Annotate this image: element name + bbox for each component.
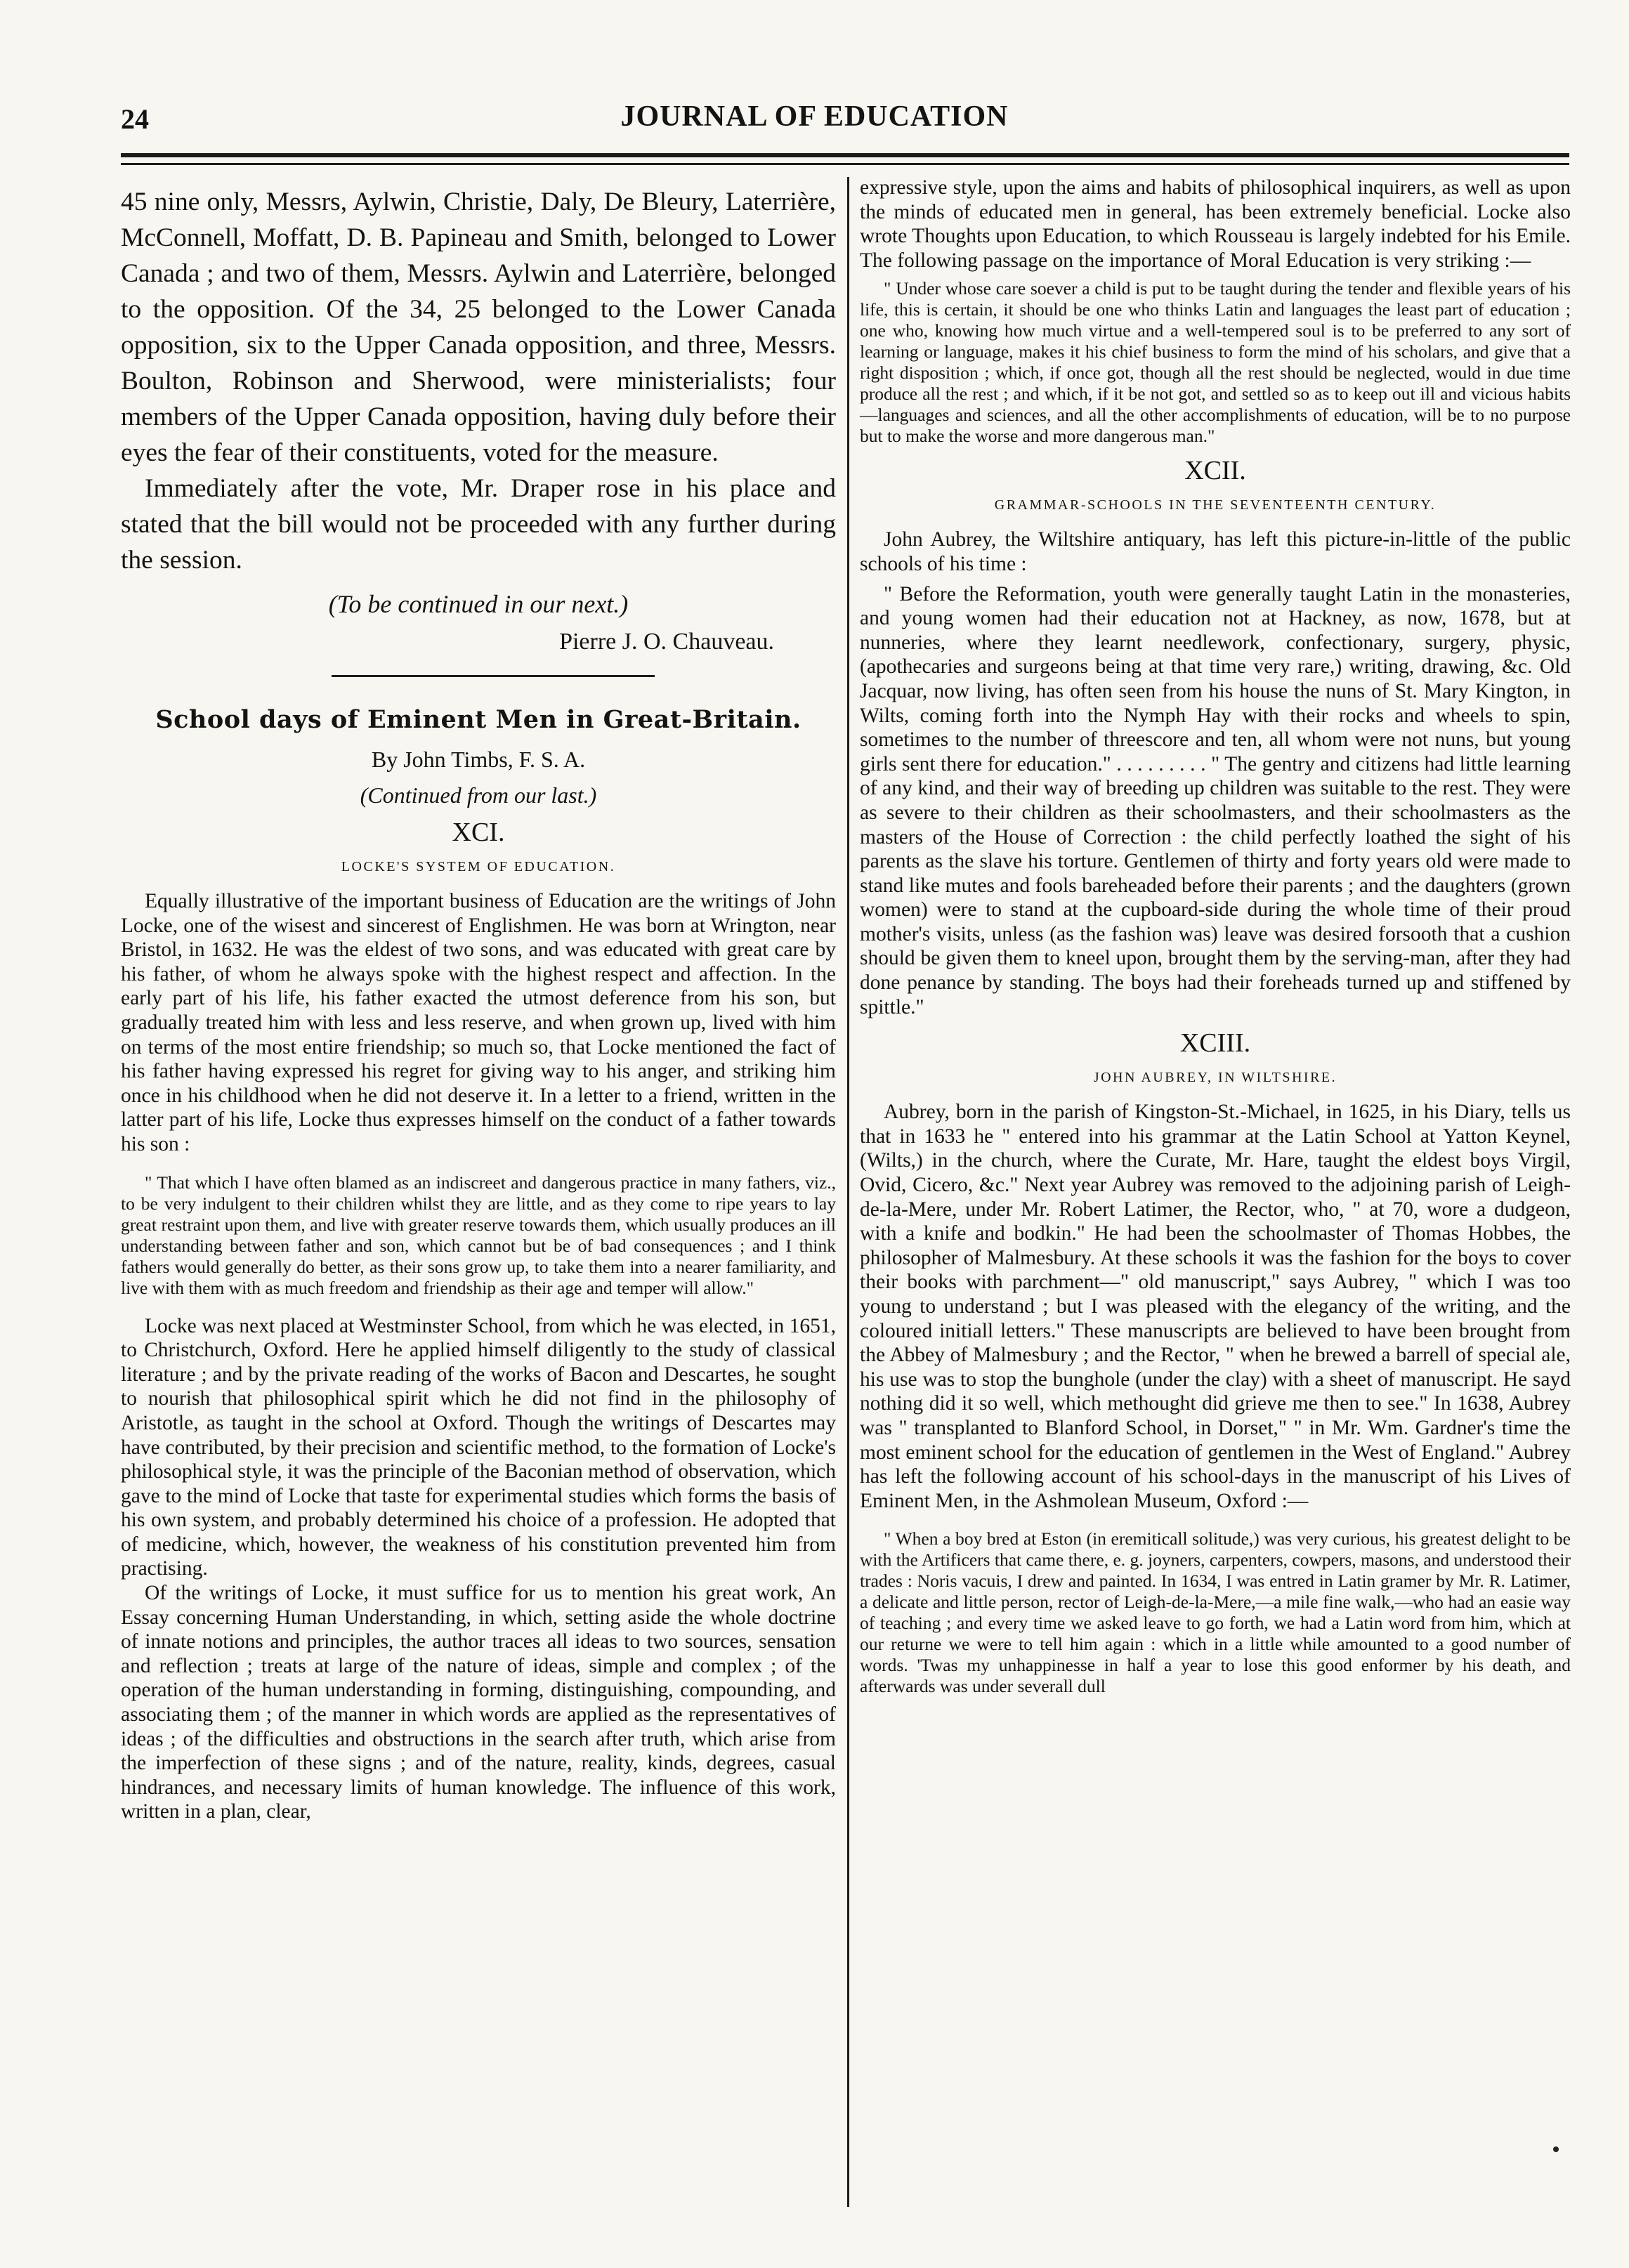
column-divider xyxy=(847,177,849,2207)
section-numeral: XCI. xyxy=(452,818,505,847)
journal-title: JOURNAL OF EDUCATION xyxy=(620,100,1009,133)
eston-quote: " When a boy bred at Eston (in eremiticall solitude,) was very curious, his greatest delight to be with the Artificers that came there, e. g. joyners, carpenters, cowpers, masons, and understood their trades : Noris vacuis, I drew and painted. In 1634, I was entred in Latin gramer by Mr. R. Latimer, a delicate and little person, rector of Leigh-de-la-Mere,—a mile fine walk,—who had an easie way of teaching ; and every time we asked leave to go forth, we had a Latin word from him, which at our returne we were to tell him again : which in a little while amounted to a good number of words. 'Twas my unhappinesse in half a year to lose this good enformer by his death, and afterwards was under severall dull xyxy=(860,1528,1571,1697)
left-column xyxy=(121,184,836,1824)
section-numeral: XCII. xyxy=(1184,456,1246,486)
locke-paragraph: Of the writings of Locke, it must suffice for us to mention his great work, An Essay concerning Human Understanding, in which, setting aside the whole doctrine of innate notions and principles, the author traces all ideas to two sources, sensation and reflection ; treats at large of the nature of ideas, simple and complex ; of the operation of the human understanding in forming, distinguishing, compounding, and associating them ; of the manner in which words are applied as the representatives of ideas ; of the difficulties and obstructions in the search after truth, which arise from the imperfection of these signs ; and of the nature, reality, kinds, degrees, casual hindrances, and necessary limits of human knowledge. The influence of this work, written in a plan, clear, xyxy=(121,1582,836,1823)
locke-paragraph: Equally illustrative of the important business of Education are the writings of John Locke, one of the wisest and sincerest of Englishmen. He was born at Wrington, near Bristol, in 1632. He was the eldest of two sons, and was educated with great care by his father, of whom he always spoke with the highest respect and affection. In the early part of his life, his father exacted the utmost deference from his son, but gradually treated him with less and less reserve, and when grown up, lived with him on terms of the most entire friendship; so much so, that Locke mentioned the fact of his father having expressed his regret for giving way to his anger, and striking him once in his childhood when he did not deserve it. In a letter to a friend, written in the latter part of his life, Locke thus expresses himself on the conduct of a father towards his son : xyxy=(121,890,836,1155)
continued-note: (To be continued in our next.) xyxy=(328,590,629,618)
vote-paragraph: Immediately after the vote, Mr. Draper rose in his place and stated that the bill would not be proceeded with any further during the session. xyxy=(121,474,836,575)
author-signature: Pierre J. O. Chauveau. xyxy=(559,629,774,655)
page-number: 24 xyxy=(121,103,149,135)
reformation-quote: " Before the Reformation, youth were generally taught Latin in the monasteries, and young women had their education not at Hackney, as now, 1678, but at nunneries, where they learnt needlework, confectionary, surgery, physic, (apothecaries and surgeons being at that time very rare,) writing, drawing, &c. Old Jacquar, now living, has often seen from his house the nuns of St. Mary Kington, in Wilts, coming forth into the Nymph Hay with their rocks and wheels to spin, sometimes to the number of threescore and ten, all whom were not nuns, but young girls sent there for education." . . . . . . . . . " The gentry and citizens had little learning of any kind, and their way of breeding up children was suitable to the rest. They were as severe to their children as their schoolmasters, and their schoolmasters as the masters of the House of Correction : the child perfectly loathed the sight of his parents as the slave his torture. Gentlemen of thirty and forty years old were made to stand like mutes and fools bareheaded before their parents ; and the daughters (grown women) were to stand at the cupboard-side during the whole time of their proud mother's visits, unless (as the fashion was) leave was desired forsooth that a cushion should be given them to kneel upon, brought them by the serving-man, after they had done penance by standing. The boys had their foreheads turned up and stiffened by spittle." xyxy=(860,582,1571,1018)
section-heading: JOHN AUBREY, IN WILTSHIRE. xyxy=(1093,1070,1337,1086)
locke-paragraph: Locke was next placed at Westminster School, from which he was elected, in 1651, to Christchurch, Oxford. Here he applied himself diligently to the study of classical literature ; and by the private reading of the works of Bacon and Descartes, he sought to nourish that philosophical spirit which he did not find in the philosophy of Aristotle, as taught in the school at Oxford. Though the writings of Descartes may have contributed, by their precision and scientific method, to the formation of Locke's philosophical style, it was the principle of the Baconian method of observation, which gave to the mind of Locke that taste for experimental studies which forms the basis of his own system, and probably determined his choice of a profession. He adopted that of medicine, which, however, the weakness of his constitution prevented him from practising. xyxy=(121,1314,836,1580)
article-byline: By John Timbs, F. S. A. xyxy=(371,747,586,772)
section-heading: LOCKE'S SYSTEM OF EDUCATION. xyxy=(341,859,616,874)
page-mark xyxy=(1553,2146,1559,2152)
moral-education-quote: " Under whose care soever a child is put to be taught during the tender and flexible years of his life, this is certain, it should be one who thinks Latin and languages the least part of education ; one who, knowing how much virtue and a well-tempered soul is to be preferred to any sort of learning or language, makes it his chief business to form the mind of his scholars, and give that a right disposition ; which, if once got, though all the rest should be neglected, would in due time produce all the rest ; and which, if it be not got, and settled so as to keep out ill and vicious habits—languages and sciences, and all the other accomplishments of education, will be to no purpose but to make the worse and more dangerous man." xyxy=(860,278,1571,447)
header-rule-thick xyxy=(121,153,1569,157)
section-heading: GRAMMAR-SCHOOLS IN THE SEVENTEENTH CENTURY. xyxy=(994,497,1437,513)
right-column xyxy=(860,176,1571,1697)
aubrey-paragraph: Aubrey, born in the parish of Kingston-St.-Michael, in 1625, in his Diary, tells us that in 1633 he " entered into his grammar at the Latin School at Yatton Keynel, (Wilts,) in the church, where the Curate, Mr. Hare, taught the eldest boys Virgil, Ovid, Cicero, &c." Next year Aubrey was removed to the adjoining parish of Leigh-de-la-Mere, under Mr. Robert Latimer, the Rector, who, " at 70, wore a dudgeon, with a knife and bodkin." He had been the schoolmaster of Thomas Hobbes, the philosopher of Malmesbury. At these schools it was the fashion for the boys to cover their books with parchment—" old manuscript," says Aubrey, " which I was too young to understand ; but I was pleased with the elegancy of the writing, and the coloured initiall letters." These manuscripts are believed to have been brought from the Abbey of Malmesbury ; and the Rector, " when he brewed a barrell of special ale, his use was to stop the bunghole (under the clay) with a sheet of manuscript. He sayd nothing did it so well, which methought did grieve me then to see." In 1638, Aubrey was " transplanted to Blanford School, in Dorset," " in Mr. Wm. Gardner's time the most eminent school for the education of gentlemen in the West of England." Aubrey has left the following account of his school-days in the manuscript of his Lives of Eminent Men, in the Ashmolean Museum, Oxford :— xyxy=(860,1101,1571,1512)
aubrey-intro: John Aubrey, the Wiltshire antiquary, has left this picture-in-little of the public schools of his time : xyxy=(860,528,1571,575)
locke-quote: " That which I have often blamed as an indiscreet and dangerous practice in many fathers, viz., to be very indulgent to their children whilst they are little, and as they come to ripe years to lay great restraint upon them, and live with greater reserve towards them, which usually produces an ill understanding between father and son, which cannot but be of bad consequences ; and I think fathers would generally do better, as their sons grow up, to take them into a nearer familiarity, and live with them with as much freedom and friendship as their age and temper will allow." xyxy=(121,1172,836,1298)
section-numeral: XCIII. xyxy=(1179,1028,1251,1058)
continued-from-note: (Continued from our last.) xyxy=(360,782,597,808)
article-separator xyxy=(332,675,655,677)
locke-continuation: expressive style, upon the aims and habits of philosophical inquirers, as well as upon the minds of educated men in general, has been extremely beneficial. Locke also wrote Thoughts upon Education, to which Rousseau is largely indebted for his Emile. The following passage on the importance of Moral Education is very striking :— xyxy=(860,176,1571,272)
header-rule-thin xyxy=(121,163,1569,165)
opening-paragraph: 45 nine only, Messrs, Aylwin, Christie, Daly, De Bleury, Laterrière, McConnell, Moffatt, D. B. Papineau and Smith, belonged to Lower Canada ; and two of them, Messrs. Aylwin and Laterrière, belonged to the opposition. Of the 34, 25 belonged to the Lower Canada opposition, six to the Upper Canada opposition, and three, Messrs. Boulton, Robinson and Sherwood, were ministerialists; four members of the Upper Canada opposition, having duly before their eyes the fear of their constituents, voted for the measure. xyxy=(121,188,836,467)
article-title: School days of Eminent Men in Great-Britain. xyxy=(155,705,802,734)
